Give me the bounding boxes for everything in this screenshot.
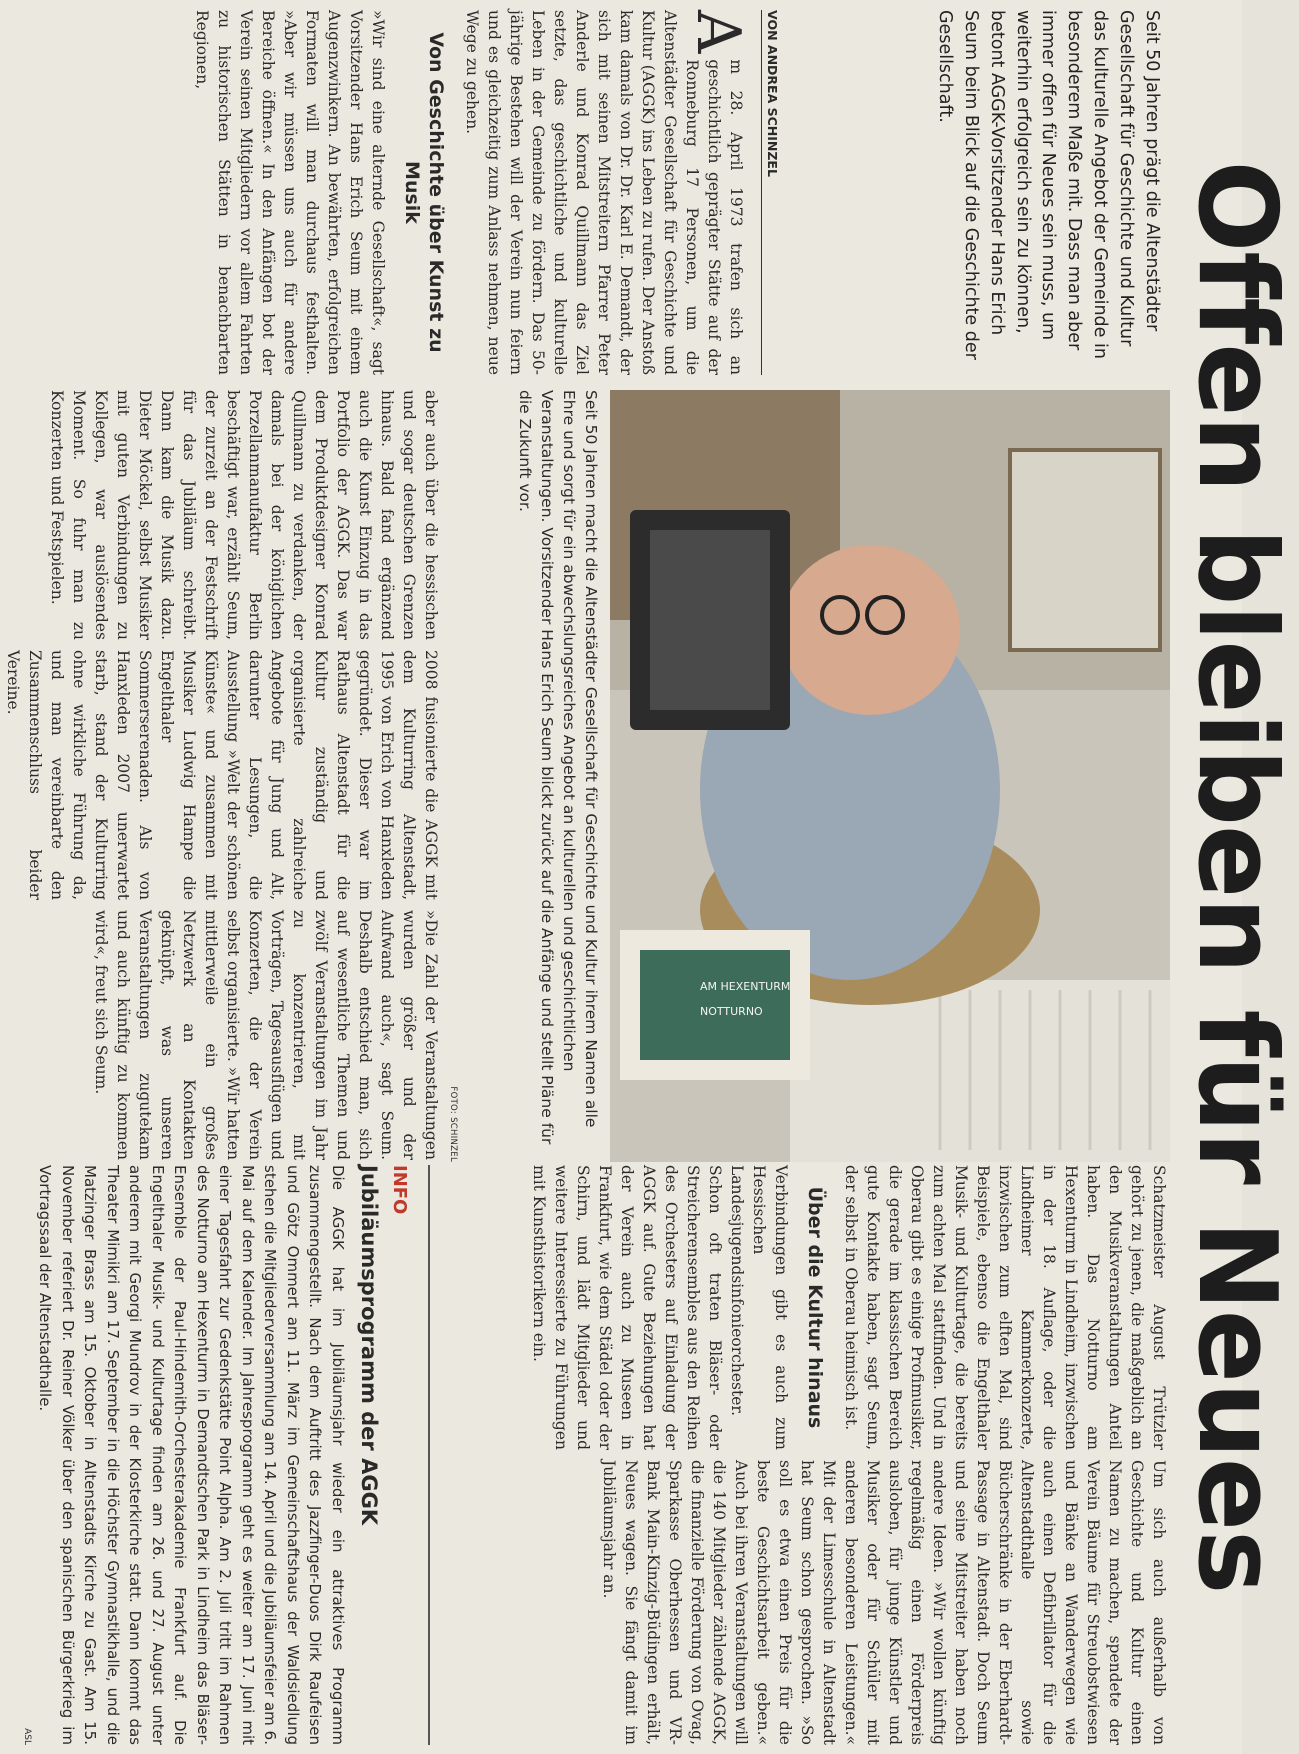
article-column-6 (430, 1460, 1170, 1745)
article-photo (610, 390, 1170, 1162)
article-paragraph: Schatzmeister August Trützler gehört zu jenen, die maßgeblich an den Musikveranstaltungen Anteil haben. Das Notturno am Hexenturm in Lindheim, inzwischen in der 18. Auflage, oder die Lindheimer Kammerkonzerte, inzwischen zum elften Mal, sind Beispiele, ebenso die Engelthaler Musik- und Kulturtage, die bereits zum achten Mal stattfinden. Und in Oberau gibt es einige Profimusiker, die gerade im klassischen Bereich gute Kontakte haben, sagt Seum, der selbst in Oberau heimisch ist. (842, 1165, 1168, 1450)
byline: VON ANDREA SCHINZEL (761, 10, 780, 375)
article-paragraph: Verbindungen gibt es auch zum Hessischen Landesjugendsinfonieorchester. Schon oft traten Bläser- oder Streicherensembles aus den Reihen des Orchesters auf Einladung der AGGK auf. Gute Beziehungen hat der Verein auch zu Museen in Frankfurt, wie dem Städel oder der Schirn, und lädt Mitglieder und weitere Interessierte zu Führungen mit Kunsthistorikern ein. (530, 1165, 791, 1450)
article-paragraph: 2008 fusionierte die AGGK mit dem Kulturring Altenstadt, 1995 von Erich von Hanxleden gegründet. Dieser war im Rathaus Altenstadt für die Kultur zuständig und organisierte zahlreiche Angebote für Jung und Alt, darunter Lesungen, die Ausstellung »Welt der schönen Künste« und zusammen mit Musiker Ludwig Hampe die Engelthaler Sommerserenaden. Als von Hanxleden 2007 unerwartet starb, stand der Kulturring ohne wirkliche Führung da, und man vereinbarte den Zusammenschluss beider Vereine. (4, 650, 440, 900)
subheading: Über die Kultur hinaus (804, 1186, 826, 1429)
intro-teaser: Seit 50 Jahren prägt die Altenstädter Gesellschaft für Geschichte und Kultur das kulturelle Angebot der Gemeinde in besonderem Maße mit. Dass man aber immer offen für Neues sein muss, um weiterhin erfolgreich sein zu können, betont AGGK-Vorsitzender Hans Erich Seum beim Blick auf die Geschichte der Gesellschaft. (934, 10, 1162, 360)
headline: Offen bleiben für Neues (1174, 160, 1299, 1594)
article-paragraph: A m 28. April 1973 trafen sich an geschichtlich geprägter Stätte auf der Ronneburg 17 Personen, um die Altenstädter Gesellschaft für Geschichte und Kultur (AGGK) ins Leben zu rufen. Der Anstoß kam damals von Dr. Dr. Karl E. Demandt, der sich mit seinen Mitstreitern Pfarrer Peter Anderle und Konrad Quillmann das Ziel setzte, das geschichtliche und kulturelle Leben in der Gemeinde zu fördern. Das 50-jährige Bestehen will der Verein nun feiern und es gleichzeitig zum Anlass nehmen, neue Wege zu gehen. (463, 10, 753, 375)
article-paragraph: »Wir sind eine alternde Gesellschaft«, sagt Vorsitzender Hans Erich Seum mit einem Augenzwinkern. An bewährten, erfolgreichen Formaten will man durchaus festhalten. »Aber wir müssen uns auch für andere Bereiche öffnen.« In den Anfängen bot der Verein seinen Mitgliedern vor allem Fahrten zu historischen Stätten in benachbarten Regionen, (193, 10, 388, 375)
article-column-4 (2, 910, 442, 1160)
subheading: Von Geschichte über Kunst zu Musik (401, 32, 447, 353)
portrait-photo-illustration (610, 390, 1170, 1162)
info-text: Die AGGK hat im Jubiläumsjahr wieder ein attraktives Programm zusammengestellt. Nach dem Auftritt des Jazzfinger-Duos Dirk Raufeisen und Götz Ommert am 11. März im Gemeinschaftshaus der Waldsiedlung stehen die Mitgliederversammlung am 14. April und die Jubiläumsfeier am 6. Mai auf dem Kalender. Im Jahresprogramm geht es weiter am 17. Juni mit einer Tagesfahrt zur Gedenkstätte Point Alpha. Am 2. Juli tritt im Rahmen des Notturno am Hexenturm in Demandtschen Park in Lindheim das Bläser-Ensemble der Paul-Hindemith-Orchesterakademie Frankfurt auf. Die Engelthaler Musik- und Kulturtage finden am 26. und 27. August unter anderem mit Georgi Mundrov in der Klosterkirche statt. Dann kommt das Theater Mimikri am 17. September in die Höchster Gymnastikhalle, und die Matzinger Brass am 15. Oktober in Altenstadts Kirche zu Gast. Am 15. November referiert Dr. Reiner Völker über den spanischen Bürgerkrieg im Vortragssaal der Altenstadthalle. (36, 1165, 347, 1745)
info-divider (429, 1165, 431, 1745)
info-title: Jubiläumsprogramm der AGGK (357, 1165, 381, 1526)
article-paragraph: »Die Zahl der Veranstaltungen wurden größer und der Aufwand auch«, sagt Seum. Deshalb entschied man, sich auf wesentliche Themen und zwölf Veranstaltungen im Jahr zu konzentrieren, mit Vorträgen, Tagesausflügen und Konzerten, die der Verein selbst organisierte. »Wir hatten mittlerweile ein großes Netzwerk an Kontakten geknüpft, was unseren Veranstaltungen zugutekam und auch künftig zu kommen wird«, freut sich Seum. (92, 910, 440, 1160)
poster-text: AM HEXENTURM (700, 980, 791, 993)
article-paragraph: Um sich auch außerhalb von Geschichte und Kultur einen Namen zu machen, spendete der Verein Bäume für Streuobstwiesen und Bänke an Wanderwegen wie auch einen Defibrillator für die Altenstadthalle sowie Bücherschränke in der Eberhardt-Passage in Altenstadt. Doch Seum und seine Mitstreiter haben noch andere Ideen. »Wir wollen künftig regelmäßig einen Förderpreis ausloben, für junge Künstler und Musiker oder für Schüler mit anderen besonderen Leistungen.« Mit der Limesschule in Altenstadt hat Seum schon gesprochen. »So soll es etwa einen Preis für die beste Geschichtsarbeit geben.« Auch bei ihren Veranstaltungen will die 140 Mitglieder zählende AGGK, die finanzielle Förderung von Ovag, Sparkasse Oberhessen und VR-Bank Main-Kinzig-Büdingen erhält, Neues wagen. Sie fängt damit im Jubiläumsjahr an. (600, 1460, 1168, 1745)
photo-caption: Seit 50 Jahren macht die Altenstädter Gesellschaft für Geschichte und Kultur ihrem Namen alle Ehre und sorgt für ein abwechslungsreiches Angebot an kulturellen und geschichtlichen Veranstaltungen. Vorsitzender Hans Erich Seum blickt zurück auf die Anfänge und stellt Pläne für die Zukunft vor. (516, 390, 600, 1145)
article-column-5 (430, 1165, 1170, 1450)
info-label: INFO (389, 1165, 410, 1215)
photo-credit: FOTO: SCHINZEL (448, 1086, 458, 1162)
article-column-3 (2, 650, 442, 900)
drop-cap: A (683, 10, 753, 54)
article-column-1 (7, 10, 753, 375)
article-column-2 (2, 390, 442, 640)
article-paragraph: aber auch über die hessischen und sogar deutschen Grenzen hinaus. Bald fand ergänzend auch die Kunst Einzug in das Portfolio der AGGK. Das war dem Produktdesigner Konrad Quillmann zu verdanken, der damals bei der königlichen Porzellanmanufaktur Berlin beschäftigt war, erzählt Seum, der zurzeit an der Festschrift für das Jubiläum schreibt. Dann kam die Musik dazu. Dieter Möckel, selbst Musiker mit guten Verbindungen zu Kollegen, war auslösendes Moment. So fuhr man zu Konzerten und Festspielen. (48, 390, 440, 640)
poster-text-2: NOTTURNO (700, 1005, 763, 1018)
info-box (22, 1165, 422, 1745)
info-signature: ASL (22, 1728, 32, 1745)
